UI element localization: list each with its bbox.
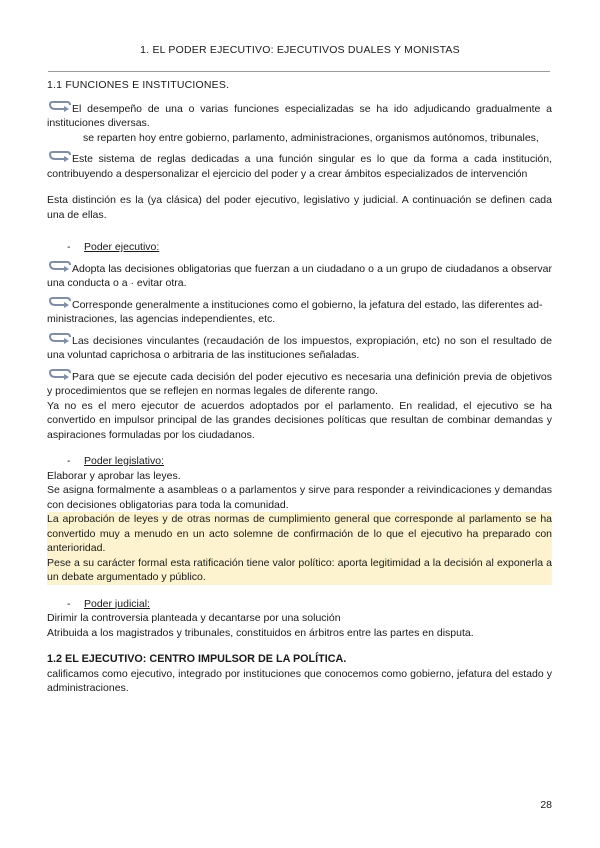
paragraph: Adopta las decisiones obligatorias que fuerzan a un ciudadano o a un grupo de ciudadanos a observar una conducta o a · evitar otra. <box>47 262 552 289</box>
highlighted-paragraph: La aprobación de leyes y de otras normas de cumplimiento general que corresponde al parlamento se ha convertido muy a menudo en un acto solemne de confirmación de lo que el ejecutivo ha preparado con anterioridad. <box>47 513 552 554</box>
curved-arrow-icon <box>47 151 72 164</box>
curved-arrow-icon <box>47 369 72 382</box>
paragraph: Ya no es el mero ejecutor de acuerdos adoptados por el parlamento. En realidad, el ejecutivo se ha convertido en impulsor principal de las grandes decisiones políticas que resultan de combinar demandas y aspiraciones formuladas por los ciudadanos. <box>47 399 552 441</box>
curved-arrow-icon <box>47 333 72 346</box>
paragraph: Para que se ejecute cada decisión del poder ejecutivo es necesaria una definición previa de objetivos y procedimientos que se reflejen en normas legales de diferente rango. <box>47 370 552 397</box>
paragraph: Corresponde generalmente a instituciones como el gobierno, la jefatura del estado, las diferentes ad- <box>47 297 552 313</box>
section-1-1-title: 1.1 FUNCIONES E INSTITUCIONES. <box>47 79 230 91</box>
legislativo-heading: - Poder legislativo: <box>67 455 164 467</box>
curved-arrow-icon <box>47 261 72 274</box>
page-number: 28 <box>540 799 552 811</box>
paragraph: ministraciones, las agencias independientes, etc. <box>47 313 276 325</box>
paragraph: Elaborar y aprobar las leyes. <box>47 469 181 482</box>
curved-arrow-icon <box>47 101 72 114</box>
paragraph: calificamos como ejecutivo, integrado por instituciones que conocemos como gobierno, jefatura del estado y administraciones. <box>47 667 552 694</box>
paragraph: Las decisiones vinculantes (recaudación de los impuestos, expropiación, etc) no son el resultado de una voluntad caprichosa o arbitraria de las instituciones señaladas. <box>47 334 552 361</box>
paragraph: El desempeño de una o varias funciones especializadas se ha ido adjudicando gradualmente a instituciones diversas. <box>47 102 552 129</box>
header-divider <box>48 71 550 72</box>
paragraph: Esta distinción es la (ya clásica) del poder ejecutivo, legislativo y judicial. A continuación se definen cada una de ellas. <box>47 194 552 221</box>
section-1-2-title: 1.2 EL EJECUTIVO: CENTRO IMPULSOR DE LA POLÍTICA. <box>47 653 347 665</box>
paragraph: Se asigna formalmente a asambleas o a parlamentos y sirve para responder a reivindicaciones y demandas con decisiones obligatorias para toda la comunidad. <box>47 484 552 511</box>
curved-arrow-icon <box>47 297 72 310</box>
ejecutivo-heading: - Poder ejecutivo: <box>67 241 160 253</box>
paragraph: Atribuida a los magistrados y tribunales, constituidos en árbitros entre las partes en disputa. <box>47 626 474 639</box>
paragraph: Dirimir la controversia planteada y decantarse por una solución <box>47 612 341 624</box>
document-body <box>47 78 552 696</box>
paragraph: Este sistema de reglas dedicadas a una función singular es lo que da forma a cada institución, contribuyendo a despersonalizar el ejercicio del poder y a crear ámbitos especializados de intervención <box>47 153 552 180</box>
judicial-heading: - Poder judicial: <box>67 597 150 610</box>
highlighted-paragraph: Pese a su carácter formal esta ratificación tiene valor político: aporta legitimidad a la decisión al exponerla a un debate argumentado y público. <box>47 556 552 583</box>
paragraph: se reparten hoy entre gobierno, parlamento, administraciones, organismos autónomos, tribunales, <box>83 131 539 144</box>
page-header: 1. EL PODER EJECUTIVO: EJECUTIVOS DUALES Y MONISTAS <box>140 44 460 56</box>
